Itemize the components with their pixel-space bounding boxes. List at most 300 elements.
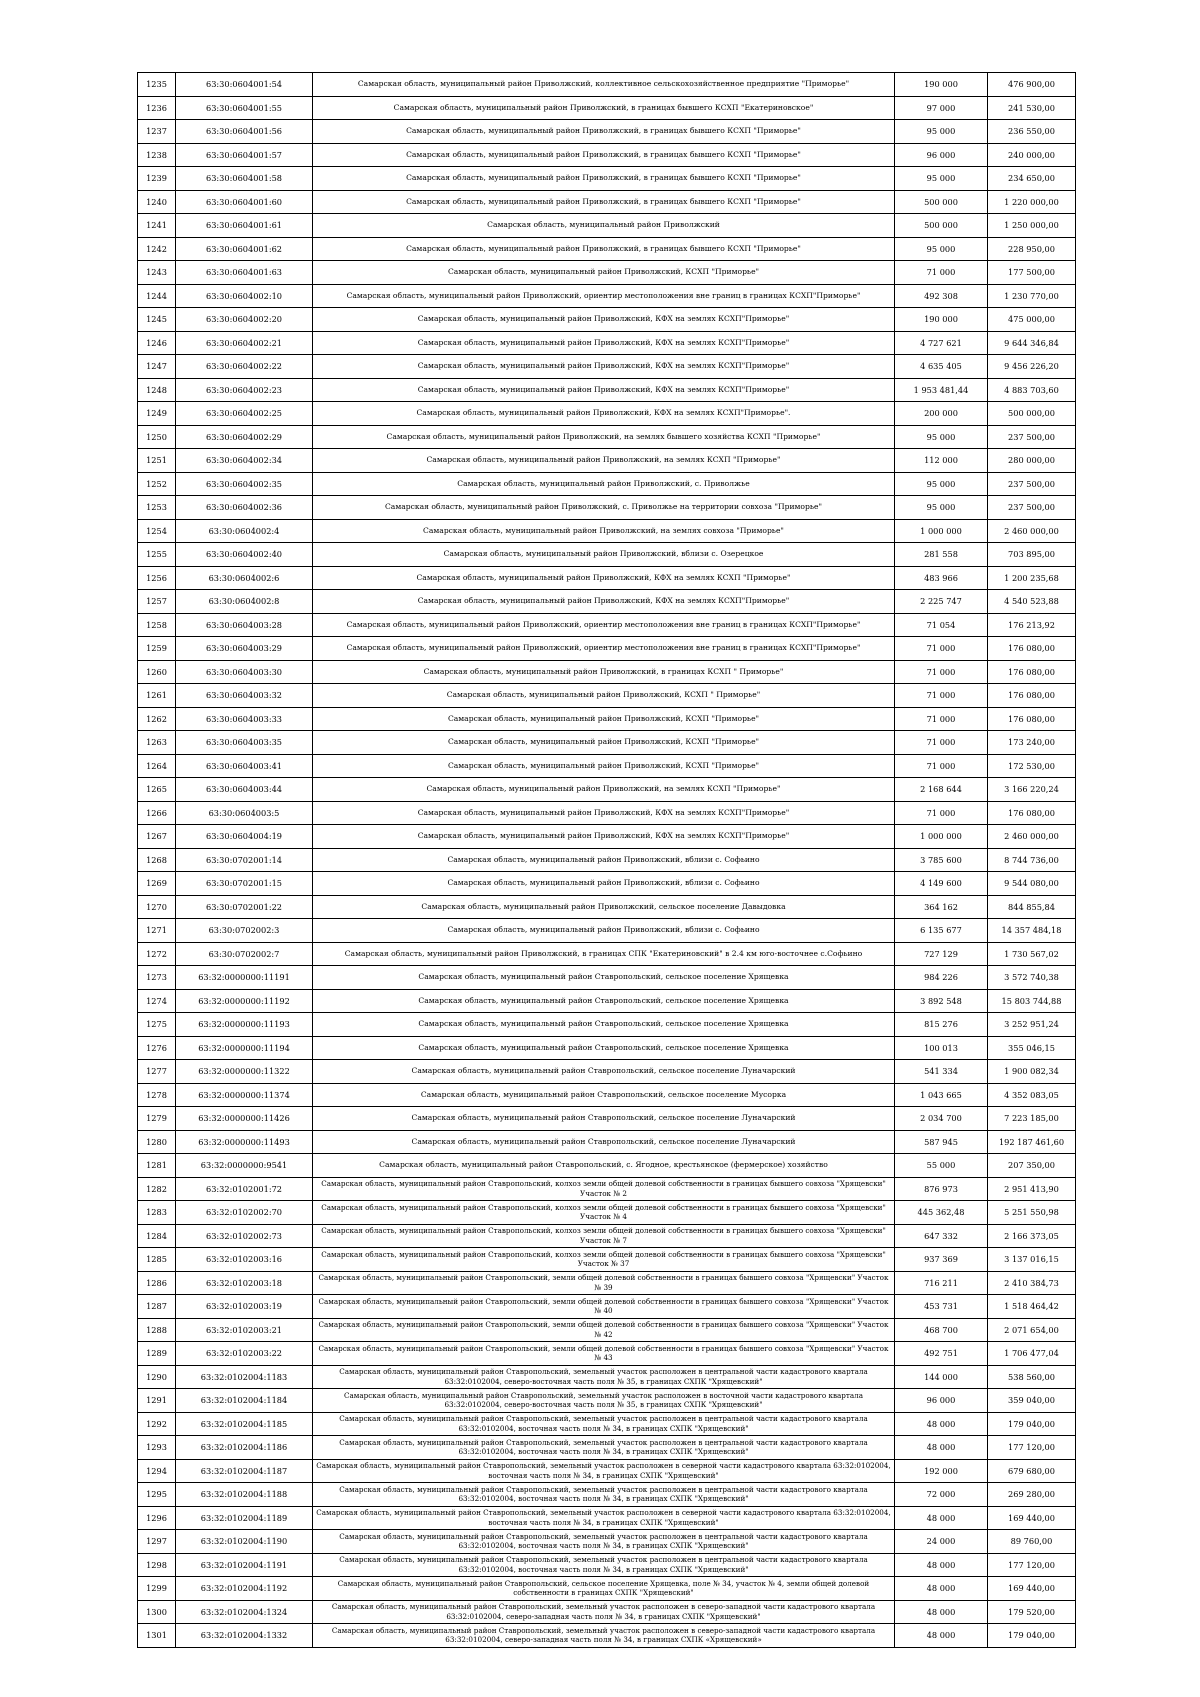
row-number-cell: 1280 bbox=[138, 1130, 176, 1154]
table-row bbox=[138, 496, 1076, 520]
cadastral-number-cell: 63:30:0604002:40 bbox=[176, 543, 313, 567]
area-cell: 587 945 bbox=[895, 1130, 988, 1154]
address-cell: Самарская область, муниципальный район Приволжский, в границах бывшего КСХП "Приморье" bbox=[313, 190, 895, 214]
address-cell: Самарская область, муниципальный район Ставропольский, сельское поселение Хрящевка bbox=[313, 1013, 895, 1037]
row-number-cell: 1293 bbox=[138, 1436, 176, 1460]
address-cell: Самарская область, муниципальный район Ставропольский, сельское поселение Луначарский bbox=[313, 1107, 895, 1131]
row-number-cell: 1254 bbox=[138, 519, 176, 543]
value-cell: 2 460 000,00 bbox=[988, 825, 1076, 849]
area-cell: 4 635 405 bbox=[895, 355, 988, 379]
address-cell: Самарская область, муниципальный район Ставропольский, сельское поселение Хрящевка bbox=[313, 1036, 895, 1060]
value-cell: 1 230 770,00 bbox=[988, 284, 1076, 308]
table-row bbox=[138, 942, 1076, 966]
table-row bbox=[138, 331, 1076, 355]
address-cell: Самарская область, муниципальный район Ставропольский, сельское поселение Хрящевка bbox=[313, 966, 895, 990]
value-cell: 500 000,00 bbox=[988, 402, 1076, 426]
row-number-cell: 1277 bbox=[138, 1060, 176, 1084]
cadastral-number-cell: 63:30:0702002:3 bbox=[176, 919, 313, 943]
table-row bbox=[138, 1271, 1076, 1295]
area-cell: 95 000 bbox=[895, 120, 988, 144]
area-cell: 48 000 bbox=[895, 1506, 988, 1530]
address-cell: Самарская область, муниципальный район Ставропольский, земельный участок расположен в центральной части кадастрового квартала 63:32:0102004, восточная часть поля № 34, в границах СХПК "Хрящевский" bbox=[313, 1530, 895, 1554]
area-cell: 2 168 644 bbox=[895, 778, 988, 802]
area-cell: 95 000 bbox=[895, 496, 988, 520]
value-cell: 234 650,00 bbox=[988, 167, 1076, 191]
cadastral-number-cell: 63:32:0102004:1184 bbox=[176, 1389, 313, 1413]
area-cell: 71 000 bbox=[895, 801, 988, 825]
row-number-cell: 1282 bbox=[138, 1177, 176, 1201]
row-number-cell: 1297 bbox=[138, 1530, 176, 1554]
value-cell: 176 080,00 bbox=[988, 801, 1076, 825]
value-cell: 237 500,00 bbox=[988, 425, 1076, 449]
value-cell: 176 080,00 bbox=[988, 637, 1076, 661]
land-plots-table bbox=[137, 72, 1076, 1648]
row-number-cell: 1278 bbox=[138, 1083, 176, 1107]
address-cell: Самарская область, муниципальный район Приволжский, КФХ на землях КСХП"Приморье" bbox=[313, 378, 895, 402]
area-cell: 1 000 000 bbox=[895, 825, 988, 849]
value-cell: 7 223 185,00 bbox=[988, 1107, 1076, 1131]
address-cell: Самарская область, муниципальный район Приволжский, вблизи с. Софьино bbox=[313, 919, 895, 943]
row-number-cell: 1250 bbox=[138, 425, 176, 449]
table-row bbox=[138, 731, 1076, 755]
address-cell: Самарская область, муниципальный район Приволжский, сельское поселение Давыдовка bbox=[313, 895, 895, 919]
area-cell: 190 000 bbox=[895, 73, 988, 97]
cadastral-number-cell: 63:30:0604002:8 bbox=[176, 590, 313, 614]
value-cell: 237 500,00 bbox=[988, 472, 1076, 496]
table-row bbox=[138, 801, 1076, 825]
cadastral-number-cell: 63:32:0102003:19 bbox=[176, 1295, 313, 1319]
address-cell: Самарская область, муниципальный район Приволжский, КСХП "Приморье" bbox=[313, 754, 895, 778]
address-cell: Самарская область, муниципальный район Приволжский, в границах КСХП " Приморье" bbox=[313, 660, 895, 684]
address-cell: Самарская область, муниципальный район Ставропольский, земельный участок расположен в восточной части кадастрового квартала 63:32:0102004, северо-восточная часть поля № 35, в границах СХПК "Хрящевский" bbox=[313, 1389, 895, 1413]
value-cell: 2 071 654,00 bbox=[988, 1318, 1076, 1342]
row-number-cell: 1301 bbox=[138, 1624, 176, 1648]
value-cell: 179 040,00 bbox=[988, 1624, 1076, 1648]
area-cell: 1 953 481,44 bbox=[895, 378, 988, 402]
area-cell: 937 369 bbox=[895, 1248, 988, 1272]
cadastral-number-cell: 63:30:0604002:23 bbox=[176, 378, 313, 402]
value-cell: 179 520,00 bbox=[988, 1600, 1076, 1624]
value-cell: 3 137 016,15 bbox=[988, 1248, 1076, 1272]
area-cell: 48 000 bbox=[895, 1436, 988, 1460]
row-number-cell: 1294 bbox=[138, 1459, 176, 1483]
cadastral-number-cell: 63:30:0604002:21 bbox=[176, 331, 313, 355]
table-row bbox=[138, 1248, 1076, 1272]
area-cell: 727 129 bbox=[895, 942, 988, 966]
cadastral-number-cell: 63:30:0604003:5 bbox=[176, 801, 313, 825]
cadastral-number-cell: 63:30:0604004:19 bbox=[176, 825, 313, 849]
address-cell: Самарская область, муниципальный район Приволжский, в границах бывшего КСХП "Екатериновское" bbox=[313, 96, 895, 120]
address-cell: Самарская область, муниципальный район Ставропольский, земельный участок расположен в центральной части кадастрового квартала 63:32:0102004, восточная часть поля № 34, в границах СХПК "Хрящевский" bbox=[313, 1412, 895, 1436]
table-row bbox=[138, 590, 1076, 614]
value-cell: 5 251 550,98 bbox=[988, 1201, 1076, 1225]
area-cell: 1 043 665 bbox=[895, 1083, 988, 1107]
address-cell: Самарская область, муниципальный район Приволжский, КФХ на землях КСХП"Приморье" bbox=[313, 308, 895, 332]
table-row bbox=[138, 1389, 1076, 1413]
area-cell: 4 727 621 bbox=[895, 331, 988, 355]
table-row bbox=[138, 519, 1076, 543]
address-cell: Самарская область, муниципальный район Приволжский, ориентир местоположения вне границ в границах КСХП"Приморье" bbox=[313, 284, 895, 308]
table-row bbox=[138, 167, 1076, 191]
address-cell: Самарская область, муниципальный район Приволжский, КФХ на землях КСХП "Приморье" bbox=[313, 566, 895, 590]
cadastral-number-cell: 63:32:0000000:11426 bbox=[176, 1107, 313, 1131]
row-number-cell: 1300 bbox=[138, 1600, 176, 1624]
row-number-cell: 1281 bbox=[138, 1154, 176, 1178]
table-row bbox=[138, 425, 1076, 449]
table-row bbox=[138, 707, 1076, 731]
area-cell: 48 000 bbox=[895, 1624, 988, 1648]
row-number-cell: 1253 bbox=[138, 496, 176, 520]
row-number-cell: 1274 bbox=[138, 989, 176, 1013]
area-cell: 984 226 bbox=[895, 966, 988, 990]
table-row bbox=[138, 1436, 1076, 1460]
area-cell: 647 332 bbox=[895, 1224, 988, 1248]
table-row bbox=[138, 378, 1076, 402]
area-cell: 716 211 bbox=[895, 1271, 988, 1295]
area-cell: 48 000 bbox=[895, 1577, 988, 1601]
cadastral-number-cell: 63:30:0604002:20 bbox=[176, 308, 313, 332]
value-cell: 1 220 000,00 bbox=[988, 190, 1076, 214]
row-number-cell: 1242 bbox=[138, 237, 176, 261]
address-cell: Самарская область, муниципальный район Приволжский, вблизи с. Озерецкое bbox=[313, 543, 895, 567]
value-cell: 2 460 000,00 bbox=[988, 519, 1076, 543]
table-row bbox=[138, 1506, 1076, 1530]
cadastral-number-cell: 63:30:0702001:14 bbox=[176, 848, 313, 872]
row-number-cell: 1271 bbox=[138, 919, 176, 943]
area-cell: 71 000 bbox=[895, 637, 988, 661]
cadastral-number-cell: 63:32:0102004:1186 bbox=[176, 1436, 313, 1460]
row-number-cell: 1261 bbox=[138, 684, 176, 708]
value-cell: 237 500,00 bbox=[988, 496, 1076, 520]
table-row bbox=[138, 284, 1076, 308]
value-cell: 176 080,00 bbox=[988, 660, 1076, 684]
area-cell: 71 000 bbox=[895, 660, 988, 684]
table-row bbox=[138, 825, 1076, 849]
cadastral-number-cell: 63:32:0000000:11493 bbox=[176, 1130, 313, 1154]
cadastral-number-cell: 63:30:0604001:63 bbox=[176, 261, 313, 285]
cadastral-number-cell: 63:30:0702001:15 bbox=[176, 872, 313, 896]
area-cell: 144 000 bbox=[895, 1365, 988, 1389]
area-cell: 468 700 bbox=[895, 1318, 988, 1342]
cadastral-number-cell: 63:32:0102001:72 bbox=[176, 1177, 313, 1201]
cadastral-number-cell: 63:32:0000000:11192 bbox=[176, 989, 313, 1013]
value-cell: 179 040,00 bbox=[988, 1412, 1076, 1436]
cadastral-number-cell: 63:30:0604001:61 bbox=[176, 214, 313, 238]
table-row bbox=[138, 96, 1076, 120]
table-row bbox=[138, 214, 1076, 238]
table-row bbox=[138, 1130, 1076, 1154]
cadastral-number-cell: 63:30:0604002:4 bbox=[176, 519, 313, 543]
value-cell: 3 166 220,24 bbox=[988, 778, 1076, 802]
address-cell: Самарская область, муниципальный район Приволжский, ориентир местоположения вне границ в границах КСХП"Приморье" bbox=[313, 637, 895, 661]
table-row bbox=[138, 355, 1076, 379]
row-number-cell: 1296 bbox=[138, 1506, 176, 1530]
value-cell: 844 855,84 bbox=[988, 895, 1076, 919]
area-cell: 2 225 747 bbox=[895, 590, 988, 614]
value-cell: 176 213,92 bbox=[988, 613, 1076, 637]
table-row bbox=[138, 543, 1076, 567]
row-number-cell: 1262 bbox=[138, 707, 176, 731]
area-cell: 4 149 600 bbox=[895, 872, 988, 896]
cadastral-number-cell: 63:32:0102004:1188 bbox=[176, 1483, 313, 1507]
cadastral-number-cell: 63:32:0102004:1189 bbox=[176, 1506, 313, 1530]
value-cell: 177 120,00 bbox=[988, 1436, 1076, 1460]
table-row bbox=[138, 613, 1076, 637]
address-cell: Самарская область, муниципальный район Ставропольский, сельское поселение Мусорка bbox=[313, 1083, 895, 1107]
row-number-cell: 1265 bbox=[138, 778, 176, 802]
address-cell: Самарская область, муниципальный район Ставропольский, земельный участок расположен в центральной части кадастрового квартала 63:32:0102004, северо-восточная часть поля № 35, в границах СХПК "Хрящевский" bbox=[313, 1365, 895, 1389]
area-cell: 192 000 bbox=[895, 1459, 988, 1483]
row-number-cell: 1276 bbox=[138, 1036, 176, 1060]
address-cell: Самарская область, муниципальный район Приволжский bbox=[313, 214, 895, 238]
value-cell: 176 080,00 bbox=[988, 707, 1076, 731]
row-number-cell: 1283 bbox=[138, 1201, 176, 1225]
cadastral-number-cell: 63:30:0604003:35 bbox=[176, 731, 313, 755]
table-row bbox=[138, 1459, 1076, 1483]
cadastral-number-cell: 63:32:0102002:70 bbox=[176, 1201, 313, 1225]
cadastral-number-cell: 63:32:0102004:1324 bbox=[176, 1600, 313, 1624]
address-cell: Самарская область, муниципальный район Приволжский, в границах бывшего КСХП "Приморье" bbox=[313, 120, 895, 144]
table-row bbox=[138, 754, 1076, 778]
value-cell: 1 706 477,04 bbox=[988, 1342, 1076, 1366]
row-number-cell: 1295 bbox=[138, 1483, 176, 1507]
cadastral-number-cell: 63:30:0604001:58 bbox=[176, 167, 313, 191]
value-cell: 8 744 736,00 bbox=[988, 848, 1076, 872]
value-cell: 169 440,00 bbox=[988, 1577, 1076, 1601]
row-number-cell: 1263 bbox=[138, 731, 176, 755]
cadastral-number-cell: 63:30:0604002:6 bbox=[176, 566, 313, 590]
value-cell: 236 550,00 bbox=[988, 120, 1076, 144]
value-cell: 15 803 744,88 bbox=[988, 989, 1076, 1013]
address-cell: Самарская область, муниципальный район Приволжский, на землях бывшего хозяйства КСХП "Приморье" bbox=[313, 425, 895, 449]
value-cell: 280 000,00 bbox=[988, 449, 1076, 473]
row-number-cell: 1249 bbox=[138, 402, 176, 426]
value-cell: 89 760,00 bbox=[988, 1530, 1076, 1554]
area-cell: 876 973 bbox=[895, 1177, 988, 1201]
area-cell: 71 000 bbox=[895, 261, 988, 285]
value-cell: 9 544 080,00 bbox=[988, 872, 1076, 896]
area-cell: 72 000 bbox=[895, 1483, 988, 1507]
row-number-cell: 1272 bbox=[138, 942, 176, 966]
cadastral-number-cell: 63:32:0102004:1190 bbox=[176, 1530, 313, 1554]
value-cell: 1 200 235,68 bbox=[988, 566, 1076, 590]
table-row bbox=[138, 472, 1076, 496]
area-cell: 71 054 bbox=[895, 613, 988, 637]
row-number-cell: 1286 bbox=[138, 1271, 176, 1295]
cadastral-number-cell: 63:30:0604002:29 bbox=[176, 425, 313, 449]
cadastral-number-cell: 63:30:0604002:25 bbox=[176, 402, 313, 426]
row-number-cell: 1257 bbox=[138, 590, 176, 614]
address-cell: Самарская область, муниципальный район Ставропольский, земельный участок расположен в центральной части кадастрового квартала 63:32:0102004, восточная часть поля № 34, в границах СХПК "Хрящевский" bbox=[313, 1553, 895, 1577]
table-row bbox=[138, 1201, 1076, 1225]
row-number-cell: 1236 bbox=[138, 96, 176, 120]
row-number-cell: 1279 bbox=[138, 1107, 176, 1131]
row-number-cell: 1252 bbox=[138, 472, 176, 496]
area-cell: 483 966 bbox=[895, 566, 988, 590]
address-cell: Самарская область, муниципальный район Ставропольский, сельское поселение Хрящевка bbox=[313, 989, 895, 1013]
table-row bbox=[138, 1412, 1076, 1436]
address-cell: Самарская область, муниципальный район Приволжский, на землях совхоза "Приморье" bbox=[313, 519, 895, 543]
table-row bbox=[138, 1013, 1076, 1037]
address-cell: Самарская область, муниципальный район Приволжский, КФХ на землях КСХП"Приморье" bbox=[313, 331, 895, 355]
address-cell: Самарская область, муниципальный район Ставропольский, земельный участок расположен в центральной части кадастрового квартала 63:32:0102004, восточная часть поля № 34, в границах СХПК "Хрящевский" bbox=[313, 1436, 895, 1460]
area-cell: 1 000 000 bbox=[895, 519, 988, 543]
area-cell: 500 000 bbox=[895, 214, 988, 238]
area-cell: 6 135 677 bbox=[895, 919, 988, 943]
row-number-cell: 1287 bbox=[138, 1295, 176, 1319]
cadastral-number-cell: 63:32:0102004:1185 bbox=[176, 1412, 313, 1436]
cadastral-number-cell: 63:32:0102004:1187 bbox=[176, 1459, 313, 1483]
row-number-cell: 1241 bbox=[138, 214, 176, 238]
address-cell: Самарская область, муниципальный район Приволжский, на землях КСХП "Приморье" bbox=[313, 449, 895, 473]
row-number-cell: 1256 bbox=[138, 566, 176, 590]
table-row bbox=[138, 919, 1076, 943]
area-cell: 445 362,48 bbox=[895, 1201, 988, 1225]
value-cell: 4 352 083,05 bbox=[988, 1083, 1076, 1107]
row-number-cell: 1289 bbox=[138, 1342, 176, 1366]
table-row bbox=[138, 1060, 1076, 1084]
row-number-cell: 1291 bbox=[138, 1389, 176, 1413]
row-number-cell: 1299 bbox=[138, 1577, 176, 1601]
row-number-cell: 1290 bbox=[138, 1365, 176, 1389]
row-number-cell: 1268 bbox=[138, 848, 176, 872]
area-cell: 95 000 bbox=[895, 472, 988, 496]
row-number-cell: 1260 bbox=[138, 660, 176, 684]
value-cell: 538 560,00 bbox=[988, 1365, 1076, 1389]
value-cell: 359 040,00 bbox=[988, 1389, 1076, 1413]
row-number-cell: 1245 bbox=[138, 308, 176, 332]
address-cell: Самарская область, муниципальный район Ставропольский, земли общей долевой собственности в границах бывшего совхоза "Хрящевски" Участок № 39 bbox=[313, 1271, 895, 1295]
area-cell: 3 892 548 bbox=[895, 989, 988, 1013]
table-row bbox=[138, 872, 1076, 896]
table-row bbox=[138, 190, 1076, 214]
row-number-cell: 1239 bbox=[138, 167, 176, 191]
table-row bbox=[138, 778, 1076, 802]
table-row bbox=[138, 1107, 1076, 1131]
value-cell: 207 350,00 bbox=[988, 1154, 1076, 1178]
address-cell: Самарская область, муниципальный район Ставропольский, сельское поселение Луначарский bbox=[313, 1130, 895, 1154]
cadastral-number-cell: 63:30:0604001:57 bbox=[176, 143, 313, 167]
table-row bbox=[138, 1530, 1076, 1554]
table-row bbox=[138, 660, 1076, 684]
area-cell: 815 276 bbox=[895, 1013, 988, 1037]
table-row bbox=[138, 1177, 1076, 1201]
value-cell: 269 280,00 bbox=[988, 1483, 1076, 1507]
row-number-cell: 1246 bbox=[138, 331, 176, 355]
row-number-cell: 1238 bbox=[138, 143, 176, 167]
area-cell: 281 558 bbox=[895, 543, 988, 567]
value-cell: 1 900 082,34 bbox=[988, 1060, 1076, 1084]
row-number-cell: 1248 bbox=[138, 378, 176, 402]
value-cell: 2 410 384,73 bbox=[988, 1271, 1076, 1295]
address-cell: Самарская область, муниципальный район Приволжский, с. Приволжье на территории совхоза "Приморье" bbox=[313, 496, 895, 520]
address-cell: Самарская область, муниципальный район Ставропольский, земельный участок расположен в северо-западной части кадастрового квартала 63:32:0102004, северо-западная часть поля № 34, в границах СХПК «Хрящевский» bbox=[313, 1624, 895, 1648]
area-cell: 96 000 bbox=[895, 143, 988, 167]
value-cell: 2 166 373,05 bbox=[988, 1224, 1076, 1248]
value-cell: 1 730 567,02 bbox=[988, 942, 1076, 966]
cadastral-number-cell: 63:30:0604001:60 bbox=[176, 190, 313, 214]
address-cell: Самарская область, муниципальный район Приволжский, КФХ на землях КСХП"Приморье" bbox=[313, 825, 895, 849]
table-row bbox=[138, 566, 1076, 590]
address-cell: Самарская область, муниципальный район Ставропольский, земли общей долевой собственности в границах бывшего совхоза "Хрящевски" Участок № 40 bbox=[313, 1295, 895, 1319]
area-cell: 453 731 bbox=[895, 1295, 988, 1319]
value-cell: 176 080,00 bbox=[988, 684, 1076, 708]
cadastral-number-cell: 63:30:0604003:30 bbox=[176, 660, 313, 684]
area-cell: 48 000 bbox=[895, 1600, 988, 1624]
address-cell: Самарская область, муниципальный район Приволжский, в границах бывшего КСХП "Приморье" bbox=[313, 167, 895, 191]
row-number-cell: 1266 bbox=[138, 801, 176, 825]
cadastral-number-cell: 63:30:0604001:56 bbox=[176, 120, 313, 144]
value-cell: 192 187 461,60 bbox=[988, 1130, 1076, 1154]
value-cell: 355 046,15 bbox=[988, 1036, 1076, 1060]
value-cell: 169 440,00 bbox=[988, 1506, 1076, 1530]
address-cell: Самарская область, муниципальный район Ставропольский, колхоз земли общей долевой собственности в границах бывшего совхоза "Хрящевски" Участок № 7 bbox=[313, 1224, 895, 1248]
cadastral-number-cell: 63:30:0604003:33 bbox=[176, 707, 313, 731]
address-cell: Самарская область, муниципальный район Ставропольский, земельный участок расположен в центральной части кадастрового квартала 63:32:0102004, восточная часть поля № 34, в границах СХПК "Хрящевский" bbox=[313, 1483, 895, 1507]
address-cell: Самарская область, муниципальный район Приволжский, КФХ на землях КСХП"Приморье" bbox=[313, 590, 895, 614]
address-cell: Самарская область, муниципальный район Приволжский, в границах СПК "Екатериновский" в 2.4 км юго-восточнее с.Софьино bbox=[313, 942, 895, 966]
table-row bbox=[138, 1154, 1076, 1178]
cadastral-number-cell: 63:32:0102003:16 bbox=[176, 1248, 313, 1272]
table-row bbox=[138, 895, 1076, 919]
table-row bbox=[138, 1083, 1076, 1107]
value-cell: 1 250 000,00 bbox=[988, 214, 1076, 238]
table-row bbox=[138, 1342, 1076, 1366]
value-cell: 3 252 951,24 bbox=[988, 1013, 1076, 1037]
area-cell: 71 000 bbox=[895, 754, 988, 778]
row-number-cell: 1269 bbox=[138, 872, 176, 896]
address-cell: Самарская область, муниципальный район Ставропольский, земельный участок расположен в северной части кадастрового квартала 63:32:0102004, восточная часть поля № 34, в границах СХПК "Хрящевский" bbox=[313, 1459, 895, 1483]
area-cell: 541 334 bbox=[895, 1060, 988, 1084]
table-row bbox=[138, 1600, 1076, 1624]
area-cell: 71 000 bbox=[895, 707, 988, 731]
address-cell: Самарская область, муниципальный район Приволжский, на землях КСХП "Приморье" bbox=[313, 778, 895, 802]
address-cell: Самарская область, муниципальный район Приволжский, КСХП "Приморье" bbox=[313, 731, 895, 755]
cadastral-number-cell: 63:32:0102004:1191 bbox=[176, 1553, 313, 1577]
address-cell: Самарская область, муниципальный район Ставропольский, колхоз земли общей долевой собственности в границах бывшего совхоза "Хрящевски" Участок № 4 bbox=[313, 1201, 895, 1225]
value-cell: 703 895,00 bbox=[988, 543, 1076, 567]
cadastral-number-cell: 63:32:0102002:73 bbox=[176, 1224, 313, 1248]
row-number-cell: 1244 bbox=[138, 284, 176, 308]
row-number-cell: 1259 bbox=[138, 637, 176, 661]
area-cell: 100 013 bbox=[895, 1036, 988, 1060]
table-row bbox=[138, 1295, 1076, 1319]
address-cell: Самарская область, муниципальный район Ставропольский, сельское поселение Хрящевка, поле № 34, участок № 4, земли общей долевой собственности в границах СХПК "Хрящевский" bbox=[313, 1577, 895, 1601]
cadastral-number-cell: 63:30:0604001:55 bbox=[176, 96, 313, 120]
cadastral-number-cell: 63:30:0702001:22 bbox=[176, 895, 313, 919]
area-cell: 95 000 bbox=[895, 425, 988, 449]
value-cell: 4 883 703,60 bbox=[988, 378, 1076, 402]
table-row bbox=[138, 1224, 1076, 1248]
row-number-cell: 1264 bbox=[138, 754, 176, 778]
row-number-cell: 1240 bbox=[138, 190, 176, 214]
address-cell: Самарская область, муниципальный район Приволжский, коллективное сельскохозяйственное предприятие "Приморье" bbox=[313, 73, 895, 97]
cadastral-number-cell: 63:32:0000000:11191 bbox=[176, 966, 313, 990]
value-cell: 241 530,00 bbox=[988, 96, 1076, 120]
value-cell: 172 530,00 bbox=[988, 754, 1076, 778]
table-row bbox=[138, 1624, 1076, 1648]
address-cell: Самарская область, муниципальный район Приволжский, КСХП " Приморье" bbox=[313, 684, 895, 708]
area-cell: 364 162 bbox=[895, 895, 988, 919]
address-cell: Самарская область, муниципальный район Приволжский, ориентир местоположения вне границ в границах КСХП"Приморье" bbox=[313, 613, 895, 637]
row-number-cell: 1235 bbox=[138, 73, 176, 97]
value-cell: 1 518 464,42 bbox=[988, 1295, 1076, 1319]
address-cell: Самарская область, муниципальный район Приволжский, КФХ на землях КСХП"Приморье" bbox=[313, 355, 895, 379]
address-cell: Самарская область, муниципальный район Приволжский, вблизи с. Софьино bbox=[313, 848, 895, 872]
address-cell: Самарская область, муниципальный район Приволжский, вблизи с. Софьино bbox=[313, 872, 895, 896]
address-cell: Самарская область, муниципальный район Приволжский, с. Приволжье bbox=[313, 472, 895, 496]
table-row bbox=[138, 637, 1076, 661]
